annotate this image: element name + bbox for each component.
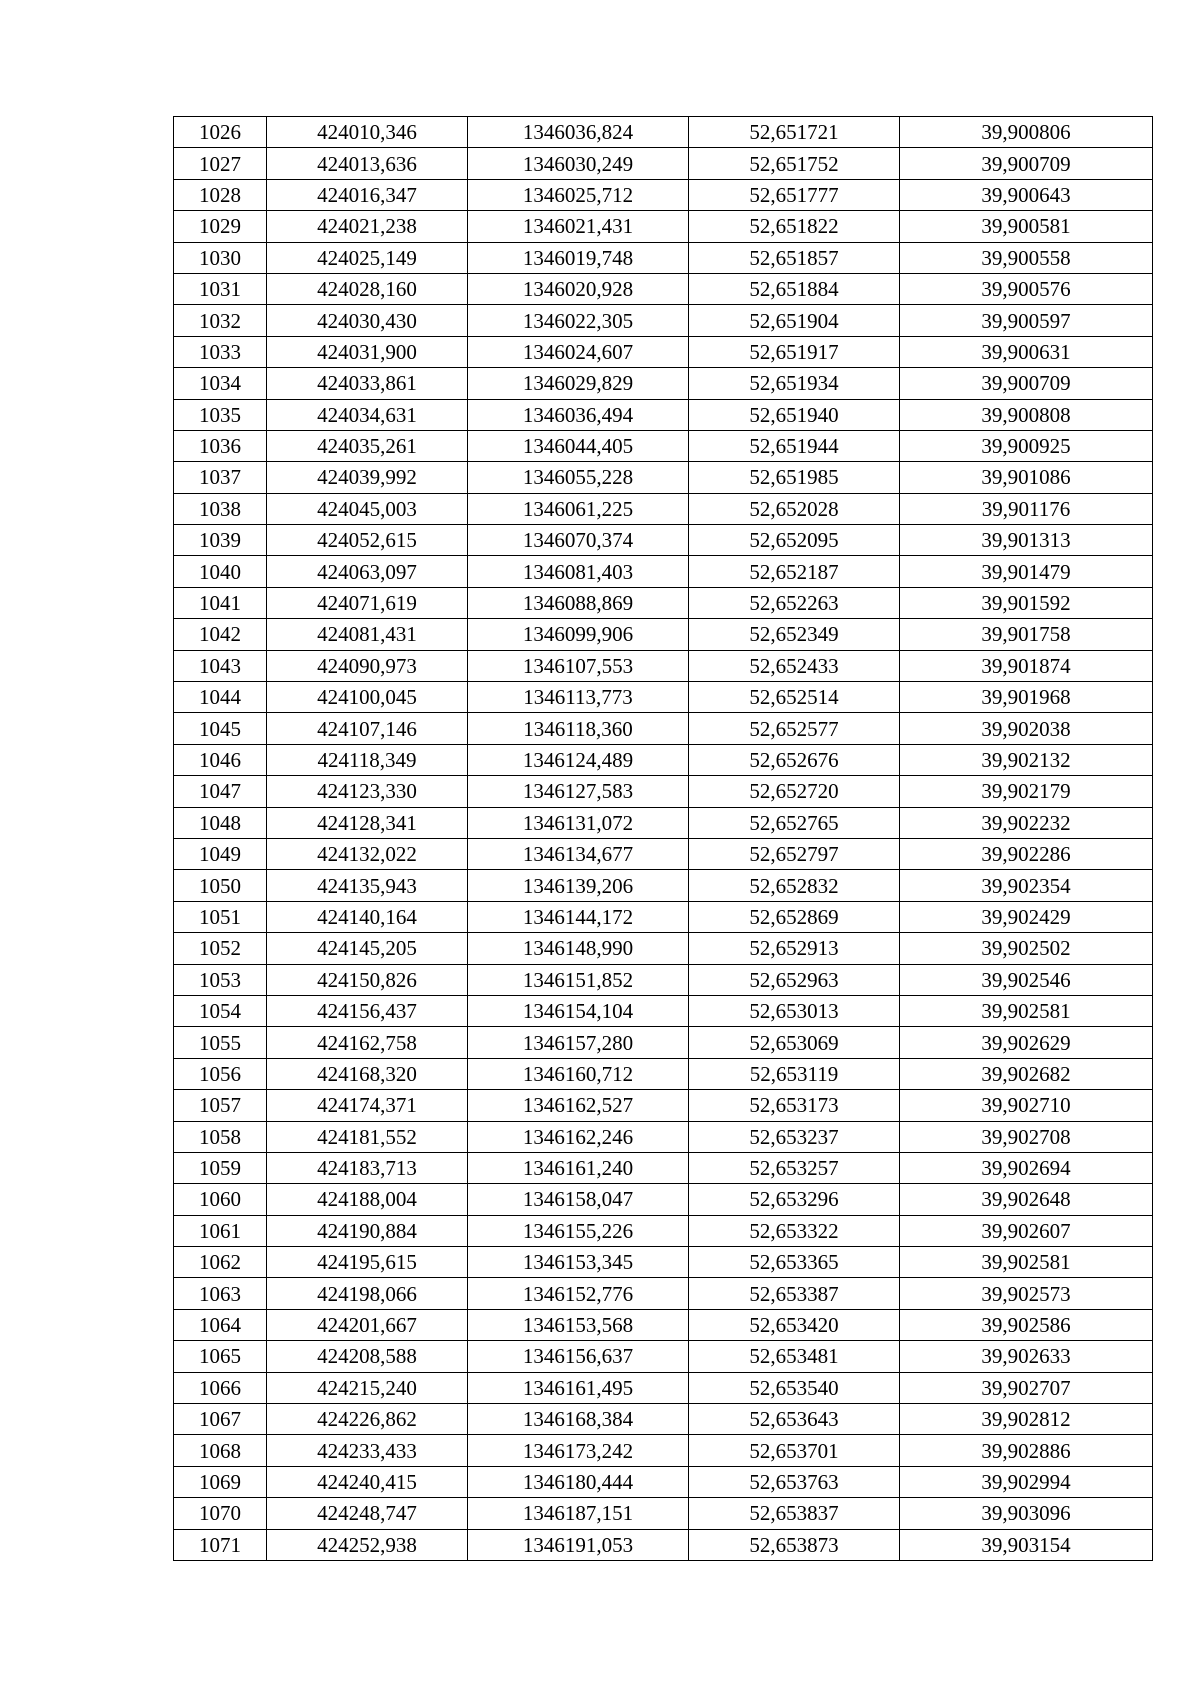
table-row [174, 525, 1153, 556]
latitude-cell: 52,651752 [689, 148, 900, 179]
y-coordinate-cell: 1346139,206 [468, 870, 689, 901]
x-coordinate-cell: 424090,973 [267, 650, 468, 681]
latitude-cell: 52,651884 [689, 273, 900, 304]
longitude-cell: 39,902710 [900, 1090, 1153, 1121]
x-coordinate-cell: 424128,341 [267, 807, 468, 838]
y-coordinate-cell: 1346124,489 [468, 744, 689, 775]
table-row [174, 1215, 1153, 1246]
point-number-cell: 1043 [174, 650, 267, 681]
latitude-cell: 52,653296 [689, 1184, 900, 1215]
longitude-cell: 39,900709 [900, 148, 1153, 179]
latitude-cell: 52,652095 [689, 525, 900, 556]
longitude-cell: 39,900709 [900, 368, 1153, 399]
longitude-cell: 39,902694 [900, 1152, 1153, 1183]
table-row [174, 1152, 1153, 1183]
point-number-cell: 1050 [174, 870, 267, 901]
table-row [174, 776, 1153, 807]
point-number-cell: 1035 [174, 399, 267, 430]
point-number-cell: 1071 [174, 1529, 267, 1560]
table-row [174, 1435, 1153, 1466]
point-number-cell: 1056 [174, 1058, 267, 1089]
longitude-cell: 39,902633 [900, 1341, 1153, 1372]
point-number-cell: 1040 [174, 556, 267, 587]
longitude-cell: 39,900643 [900, 179, 1153, 210]
x-coordinate-cell: 424135,943 [267, 870, 468, 901]
y-coordinate-cell: 1346070,374 [468, 525, 689, 556]
table-row [174, 336, 1153, 367]
y-coordinate-cell: 1346118,360 [468, 713, 689, 744]
x-coordinate-cell: 424215,240 [267, 1372, 468, 1403]
latitude-cell: 52,653387 [689, 1278, 900, 1309]
latitude-cell: 52,653763 [689, 1466, 900, 1497]
table-row [174, 1184, 1153, 1215]
longitude-cell: 39,902708 [900, 1121, 1153, 1152]
longitude-cell: 39,902607 [900, 1215, 1153, 1246]
x-coordinate-cell: 424188,004 [267, 1184, 468, 1215]
longitude-cell: 39,902546 [900, 964, 1153, 995]
longitude-cell: 39,902581 [900, 1247, 1153, 1278]
y-coordinate-cell: 1346156,637 [468, 1341, 689, 1372]
x-coordinate-cell: 424071,619 [267, 587, 468, 618]
latitude-cell: 52,651777 [689, 179, 900, 210]
table-row [174, 1121, 1153, 1152]
y-coordinate-cell: 1346107,553 [468, 650, 689, 681]
point-number-cell: 1063 [174, 1278, 267, 1309]
longitude-cell: 39,901313 [900, 525, 1153, 556]
x-coordinate-cell: 424132,022 [267, 838, 468, 869]
latitude-cell: 52,653119 [689, 1058, 900, 1089]
longitude-cell: 39,900808 [900, 399, 1153, 430]
y-coordinate-cell: 1346144,172 [468, 901, 689, 932]
table-row [174, 807, 1153, 838]
longitude-cell: 39,902586 [900, 1309, 1153, 1340]
table-row [174, 1278, 1153, 1309]
point-number-cell: 1041 [174, 587, 267, 618]
y-coordinate-cell: 1346161,495 [468, 1372, 689, 1403]
y-coordinate-cell: 1346036,494 [468, 399, 689, 430]
y-coordinate-cell: 1346153,568 [468, 1309, 689, 1340]
x-coordinate-cell: 424190,884 [267, 1215, 468, 1246]
y-coordinate-cell: 1346022,305 [468, 305, 689, 336]
table-row [174, 619, 1153, 650]
y-coordinate-cell: 1346155,226 [468, 1215, 689, 1246]
x-coordinate-cell: 424208,588 [267, 1341, 468, 1372]
y-coordinate-cell: 1346154,104 [468, 995, 689, 1026]
latitude-cell: 52,652577 [689, 713, 900, 744]
y-coordinate-cell: 1346162,527 [468, 1090, 689, 1121]
table-row [174, 1372, 1153, 1403]
table-row [174, 273, 1153, 304]
table-row [174, 587, 1153, 618]
point-number-cell: 1066 [174, 1372, 267, 1403]
x-coordinate-cell: 424016,347 [267, 179, 468, 210]
latitude-cell: 52,652797 [689, 838, 900, 869]
x-coordinate-cell: 424183,713 [267, 1152, 468, 1183]
latitude-cell: 52,653257 [689, 1152, 900, 1183]
y-coordinate-cell: 1346158,047 [468, 1184, 689, 1215]
point-number-cell: 1058 [174, 1121, 267, 1152]
y-coordinate-cell: 1346036,824 [468, 117, 689, 148]
latitude-cell: 52,652832 [689, 870, 900, 901]
table-row [174, 650, 1153, 681]
x-coordinate-cell: 424025,149 [267, 242, 468, 273]
x-coordinate-cell: 424174,371 [267, 1090, 468, 1121]
y-coordinate-cell: 1346061,225 [468, 493, 689, 524]
table-row [174, 870, 1153, 901]
table-row [174, 462, 1153, 493]
latitude-cell: 52,653420 [689, 1309, 900, 1340]
table-row [174, 1404, 1153, 1435]
x-coordinate-cell: 424021,238 [267, 211, 468, 242]
table-row [174, 242, 1153, 273]
latitude-cell: 52,652720 [689, 776, 900, 807]
latitude-cell: 52,653481 [689, 1341, 900, 1372]
x-coordinate-cell: 424156,437 [267, 995, 468, 1026]
y-coordinate-cell: 1346168,384 [468, 1404, 689, 1435]
table-row [174, 493, 1153, 524]
longitude-cell: 39,901874 [900, 650, 1153, 681]
x-coordinate-cell: 424181,552 [267, 1121, 468, 1152]
table-row [174, 368, 1153, 399]
latitude-cell: 52,651917 [689, 336, 900, 367]
latitude-cell: 52,652869 [689, 901, 900, 932]
longitude-cell: 39,902629 [900, 1027, 1153, 1058]
longitude-cell: 39,901968 [900, 682, 1153, 713]
point-number-cell: 1054 [174, 995, 267, 1026]
latitude-cell: 52,651985 [689, 462, 900, 493]
y-coordinate-cell: 1346152,776 [468, 1278, 689, 1309]
longitude-cell: 39,902502 [900, 933, 1153, 964]
x-coordinate-cell: 424140,164 [267, 901, 468, 932]
longitude-cell: 39,902179 [900, 776, 1153, 807]
latitude-cell: 52,651822 [689, 211, 900, 242]
longitude-cell: 39,901758 [900, 619, 1153, 650]
point-number-cell: 1053 [174, 964, 267, 995]
y-coordinate-cell: 1346024,607 [468, 336, 689, 367]
longitude-cell: 39,902132 [900, 744, 1153, 775]
longitude-cell: 39,900631 [900, 336, 1153, 367]
longitude-cell: 39,902354 [900, 870, 1153, 901]
latitude-cell: 52,651944 [689, 430, 900, 461]
latitude-cell: 52,652263 [689, 587, 900, 618]
x-coordinate-cell: 424010,346 [267, 117, 468, 148]
latitude-cell: 52,652028 [689, 493, 900, 524]
y-coordinate-cell: 1346157,280 [468, 1027, 689, 1058]
table-row [174, 901, 1153, 932]
y-coordinate-cell: 1346187,151 [468, 1498, 689, 1529]
y-coordinate-cell: 1346044,405 [468, 430, 689, 461]
latitude-cell: 52,653643 [689, 1404, 900, 1435]
y-coordinate-cell: 1346020,928 [468, 273, 689, 304]
longitude-cell: 39,902682 [900, 1058, 1153, 1089]
y-coordinate-cell: 1346029,829 [468, 368, 689, 399]
longitude-cell: 39,900925 [900, 430, 1153, 461]
x-coordinate-cell: 424030,430 [267, 305, 468, 336]
longitude-cell: 39,902648 [900, 1184, 1153, 1215]
coordinates-table-body [174, 117, 1153, 1561]
point-number-cell: 1051 [174, 901, 267, 932]
table-row [174, 1529, 1153, 1560]
point-number-cell: 1045 [174, 713, 267, 744]
latitude-cell: 52,653873 [689, 1529, 900, 1560]
y-coordinate-cell: 1346019,748 [468, 242, 689, 273]
point-number-cell: 1061 [174, 1215, 267, 1246]
longitude-cell: 39,902286 [900, 838, 1153, 869]
table-row [174, 430, 1153, 461]
point-number-cell: 1070 [174, 1498, 267, 1529]
table-row [174, 1090, 1153, 1121]
y-coordinate-cell: 1346030,249 [468, 148, 689, 179]
latitude-cell: 52,652676 [689, 744, 900, 775]
x-coordinate-cell: 424226,862 [267, 1404, 468, 1435]
point-number-cell: 1029 [174, 211, 267, 242]
y-coordinate-cell: 1346134,677 [468, 838, 689, 869]
y-coordinate-cell: 1346151,852 [468, 964, 689, 995]
y-coordinate-cell: 1346180,444 [468, 1466, 689, 1497]
point-number-cell: 1030 [174, 242, 267, 273]
point-number-cell: 1065 [174, 1341, 267, 1372]
point-number-cell: 1055 [174, 1027, 267, 1058]
table-row [174, 682, 1153, 713]
longitude-cell: 39,901592 [900, 587, 1153, 618]
longitude-cell: 39,900558 [900, 242, 1153, 273]
y-coordinate-cell: 1346088,869 [468, 587, 689, 618]
y-coordinate-cell: 1346055,228 [468, 462, 689, 493]
x-coordinate-cell: 424150,826 [267, 964, 468, 995]
x-coordinate-cell: 424248,747 [267, 1498, 468, 1529]
y-coordinate-cell: 1346148,990 [468, 933, 689, 964]
point-number-cell: 1060 [174, 1184, 267, 1215]
point-number-cell: 1038 [174, 493, 267, 524]
longitude-cell: 39,902581 [900, 995, 1153, 1026]
point-number-cell: 1026 [174, 117, 267, 148]
point-number-cell: 1039 [174, 525, 267, 556]
latitude-cell: 52,652433 [689, 650, 900, 681]
y-coordinate-cell: 1346160,712 [468, 1058, 689, 1089]
table-row [174, 1466, 1153, 1497]
latitude-cell: 52,651721 [689, 117, 900, 148]
point-number-cell: 1046 [174, 744, 267, 775]
point-number-cell: 1047 [174, 776, 267, 807]
table-row [174, 1309, 1153, 1340]
x-coordinate-cell: 424081,431 [267, 619, 468, 650]
table-row [174, 179, 1153, 210]
longitude-cell: 39,902038 [900, 713, 1153, 744]
y-coordinate-cell: 1346099,906 [468, 619, 689, 650]
x-coordinate-cell: 424198,066 [267, 1278, 468, 1309]
y-coordinate-cell: 1346113,773 [468, 682, 689, 713]
latitude-cell: 52,653322 [689, 1215, 900, 1246]
point-number-cell: 1032 [174, 305, 267, 336]
latitude-cell: 52,652349 [689, 619, 900, 650]
point-number-cell: 1027 [174, 148, 267, 179]
latitude-cell: 52,651934 [689, 368, 900, 399]
latitude-cell: 52,652963 [689, 964, 900, 995]
longitude-cell: 39,901176 [900, 493, 1153, 524]
table-row [174, 148, 1153, 179]
x-coordinate-cell: 424039,992 [267, 462, 468, 493]
point-number-cell: 1034 [174, 368, 267, 399]
point-number-cell: 1059 [174, 1152, 267, 1183]
y-coordinate-cell: 1346162,246 [468, 1121, 689, 1152]
latitude-cell: 52,651904 [689, 305, 900, 336]
latitude-cell: 52,651940 [689, 399, 900, 430]
point-number-cell: 1042 [174, 619, 267, 650]
longitude-cell: 39,900581 [900, 211, 1153, 242]
x-coordinate-cell: 424031,900 [267, 336, 468, 367]
point-number-cell: 1067 [174, 1404, 267, 1435]
y-coordinate-cell: 1346081,403 [468, 556, 689, 587]
point-number-cell: 1057 [174, 1090, 267, 1121]
x-coordinate-cell: 424033,861 [267, 368, 468, 399]
point-number-cell: 1062 [174, 1247, 267, 1278]
y-coordinate-cell: 1346131,072 [468, 807, 689, 838]
longitude-cell: 39,901479 [900, 556, 1153, 587]
latitude-cell: 52,653173 [689, 1090, 900, 1121]
point-number-cell: 1037 [174, 462, 267, 493]
table-row [174, 964, 1153, 995]
table-row [174, 399, 1153, 430]
y-coordinate-cell: 1346127,583 [468, 776, 689, 807]
longitude-cell: 39,902707 [900, 1372, 1153, 1403]
latitude-cell: 52,652514 [689, 682, 900, 713]
longitude-cell: 39,902886 [900, 1435, 1153, 1466]
y-coordinate-cell: 1346191,053 [468, 1529, 689, 1560]
table-row [174, 556, 1153, 587]
table-row [174, 995, 1153, 1026]
longitude-cell: 39,902232 [900, 807, 1153, 838]
x-coordinate-cell: 424100,045 [267, 682, 468, 713]
table-row [174, 1498, 1153, 1529]
latitude-cell: 52,651857 [689, 242, 900, 273]
point-number-cell: 1069 [174, 1466, 267, 1497]
latitude-cell: 52,652187 [689, 556, 900, 587]
y-coordinate-cell: 1346021,431 [468, 211, 689, 242]
y-coordinate-cell: 1346173,242 [468, 1435, 689, 1466]
longitude-cell: 39,902573 [900, 1278, 1153, 1309]
x-coordinate-cell: 424045,003 [267, 493, 468, 524]
x-coordinate-cell: 424034,631 [267, 399, 468, 430]
table-row [174, 933, 1153, 964]
x-coordinate-cell: 424028,160 [267, 273, 468, 304]
x-coordinate-cell: 424118,349 [267, 744, 468, 775]
point-number-cell: 1068 [174, 1435, 267, 1466]
coordinates-table [173, 116, 1153, 1561]
table-row [174, 1247, 1153, 1278]
point-number-cell: 1044 [174, 682, 267, 713]
point-number-cell: 1048 [174, 807, 267, 838]
point-number-cell: 1064 [174, 1309, 267, 1340]
latitude-cell: 52,653365 [689, 1247, 900, 1278]
table-row [174, 305, 1153, 336]
latitude-cell: 52,653069 [689, 1027, 900, 1058]
x-coordinate-cell: 424063,097 [267, 556, 468, 587]
latitude-cell: 52,653237 [689, 1121, 900, 1152]
longitude-cell: 39,902994 [900, 1466, 1153, 1497]
point-number-cell: 1052 [174, 933, 267, 964]
longitude-cell: 39,900597 [900, 305, 1153, 336]
x-coordinate-cell: 424013,636 [267, 148, 468, 179]
latitude-cell: 52,653837 [689, 1498, 900, 1529]
x-coordinate-cell: 424252,938 [267, 1529, 468, 1560]
longitude-cell: 39,903096 [900, 1498, 1153, 1529]
latitude-cell: 52,653013 [689, 995, 900, 1026]
longitude-cell: 39,901086 [900, 462, 1153, 493]
x-coordinate-cell: 424201,667 [267, 1309, 468, 1340]
y-coordinate-cell: 1346153,345 [468, 1247, 689, 1278]
x-coordinate-cell: 424123,330 [267, 776, 468, 807]
longitude-cell: 39,903154 [900, 1529, 1153, 1560]
latitude-cell: 52,653701 [689, 1435, 900, 1466]
point-number-cell: 1028 [174, 179, 267, 210]
x-coordinate-cell: 424162,758 [267, 1027, 468, 1058]
x-coordinate-cell: 424052,615 [267, 525, 468, 556]
x-coordinate-cell: 424233,433 [267, 1435, 468, 1466]
table-row [174, 838, 1153, 869]
latitude-cell: 52,652913 [689, 933, 900, 964]
y-coordinate-cell: 1346161,240 [468, 1152, 689, 1183]
table-row [174, 1027, 1153, 1058]
longitude-cell: 39,900576 [900, 273, 1153, 304]
table-row [174, 211, 1153, 242]
table-row [174, 744, 1153, 775]
y-coordinate-cell: 1346025,712 [468, 179, 689, 210]
x-coordinate-cell: 424240,415 [267, 1466, 468, 1497]
point-number-cell: 1031 [174, 273, 267, 304]
x-coordinate-cell: 424107,146 [267, 713, 468, 744]
table-row [174, 1058, 1153, 1089]
point-number-cell: 1036 [174, 430, 267, 461]
longitude-cell: 39,900806 [900, 117, 1153, 148]
latitude-cell: 52,653540 [689, 1372, 900, 1403]
x-coordinate-cell: 424195,615 [267, 1247, 468, 1278]
x-coordinate-cell: 424145,205 [267, 933, 468, 964]
longitude-cell: 39,902429 [900, 901, 1153, 932]
x-coordinate-cell: 424168,320 [267, 1058, 468, 1089]
latitude-cell: 52,652765 [689, 807, 900, 838]
point-number-cell: 1049 [174, 838, 267, 869]
table-row [174, 1341, 1153, 1372]
table-row [174, 117, 1153, 148]
table-row [174, 713, 1153, 744]
point-number-cell: 1033 [174, 336, 267, 367]
x-coordinate-cell: 424035,261 [267, 430, 468, 461]
longitude-cell: 39,902812 [900, 1404, 1153, 1435]
